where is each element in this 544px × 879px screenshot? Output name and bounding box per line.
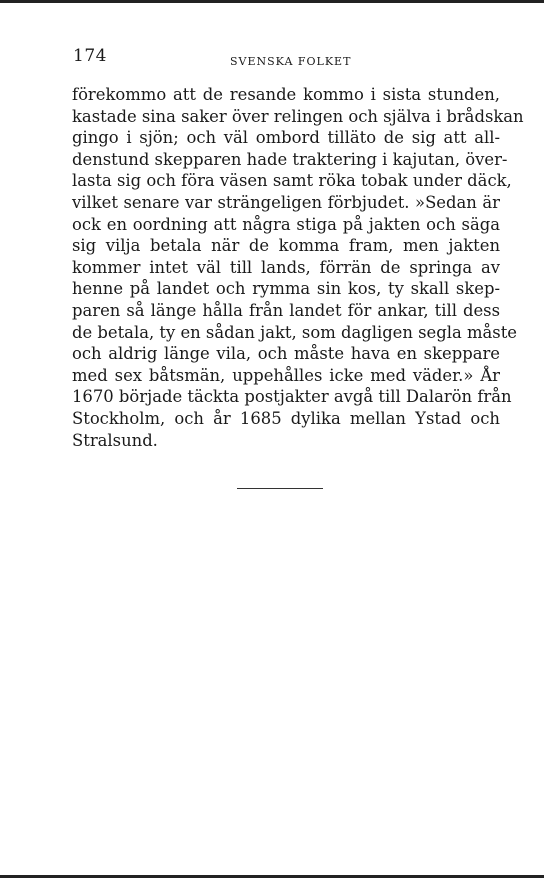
text-line: henne på landet och rymma sin kos, ty skall skep- — [72, 279, 500, 299]
text-line: förekommo att de resande kommo i sista stunden, — [72, 85, 500, 104]
text-line: gingo i sjön; och väl ombord tilläto de sig att all- — [72, 128, 500, 148]
text-line: Stralsund. — [72, 430, 158, 450]
text-line: paren så länge hålla från landet för ankar, till dess — [72, 300, 500, 320]
text-line: vilket senare var strängeligen förbjudet. »Sedan är — [72, 192, 500, 212]
text-line: med sex båtsmän, uppehålles icke med väder.» År — [72, 365, 500, 385]
text-line: och aldrig länge vila, och måste hava en skeppare — [72, 344, 500, 364]
text-line: ock en oordning att några stiga på jakten och säga — [72, 214, 500, 234]
text-line: denstund skepparen hade traktering i kajutan, över- — [72, 149, 508, 169]
text-line: kommer intet väl till lands, förrän de springa av — [72, 257, 500, 277]
page-number: 174 — [73, 46, 107, 66]
text-line: kastade sina saker över relingen och själva i brådskan — [72, 106, 524, 126]
text-line: 1670 började täckta postjakter avgå till Dalarön från — [72, 387, 512, 407]
body-paragraph — [72, 84, 524, 451]
bottom-border-rule — [0, 875, 544, 878]
text-line: de betala, ty en sådan jakt, som dagligen segla måste — [72, 322, 517, 342]
section-end-rule — [237, 488, 323, 489]
text-line: Stockholm, och år 1685 dylika mellan Ystad och — [72, 408, 500, 428]
top-border-rule — [0, 0, 544, 3]
text-line: sig vilja betala när de komma fram, men jakten — [72, 236, 500, 256]
running-head: SVENSKA FOLKET — [230, 55, 352, 68]
text-line: lasta sig och föra väsen samt röka tobak under däck, — [72, 171, 512, 191]
